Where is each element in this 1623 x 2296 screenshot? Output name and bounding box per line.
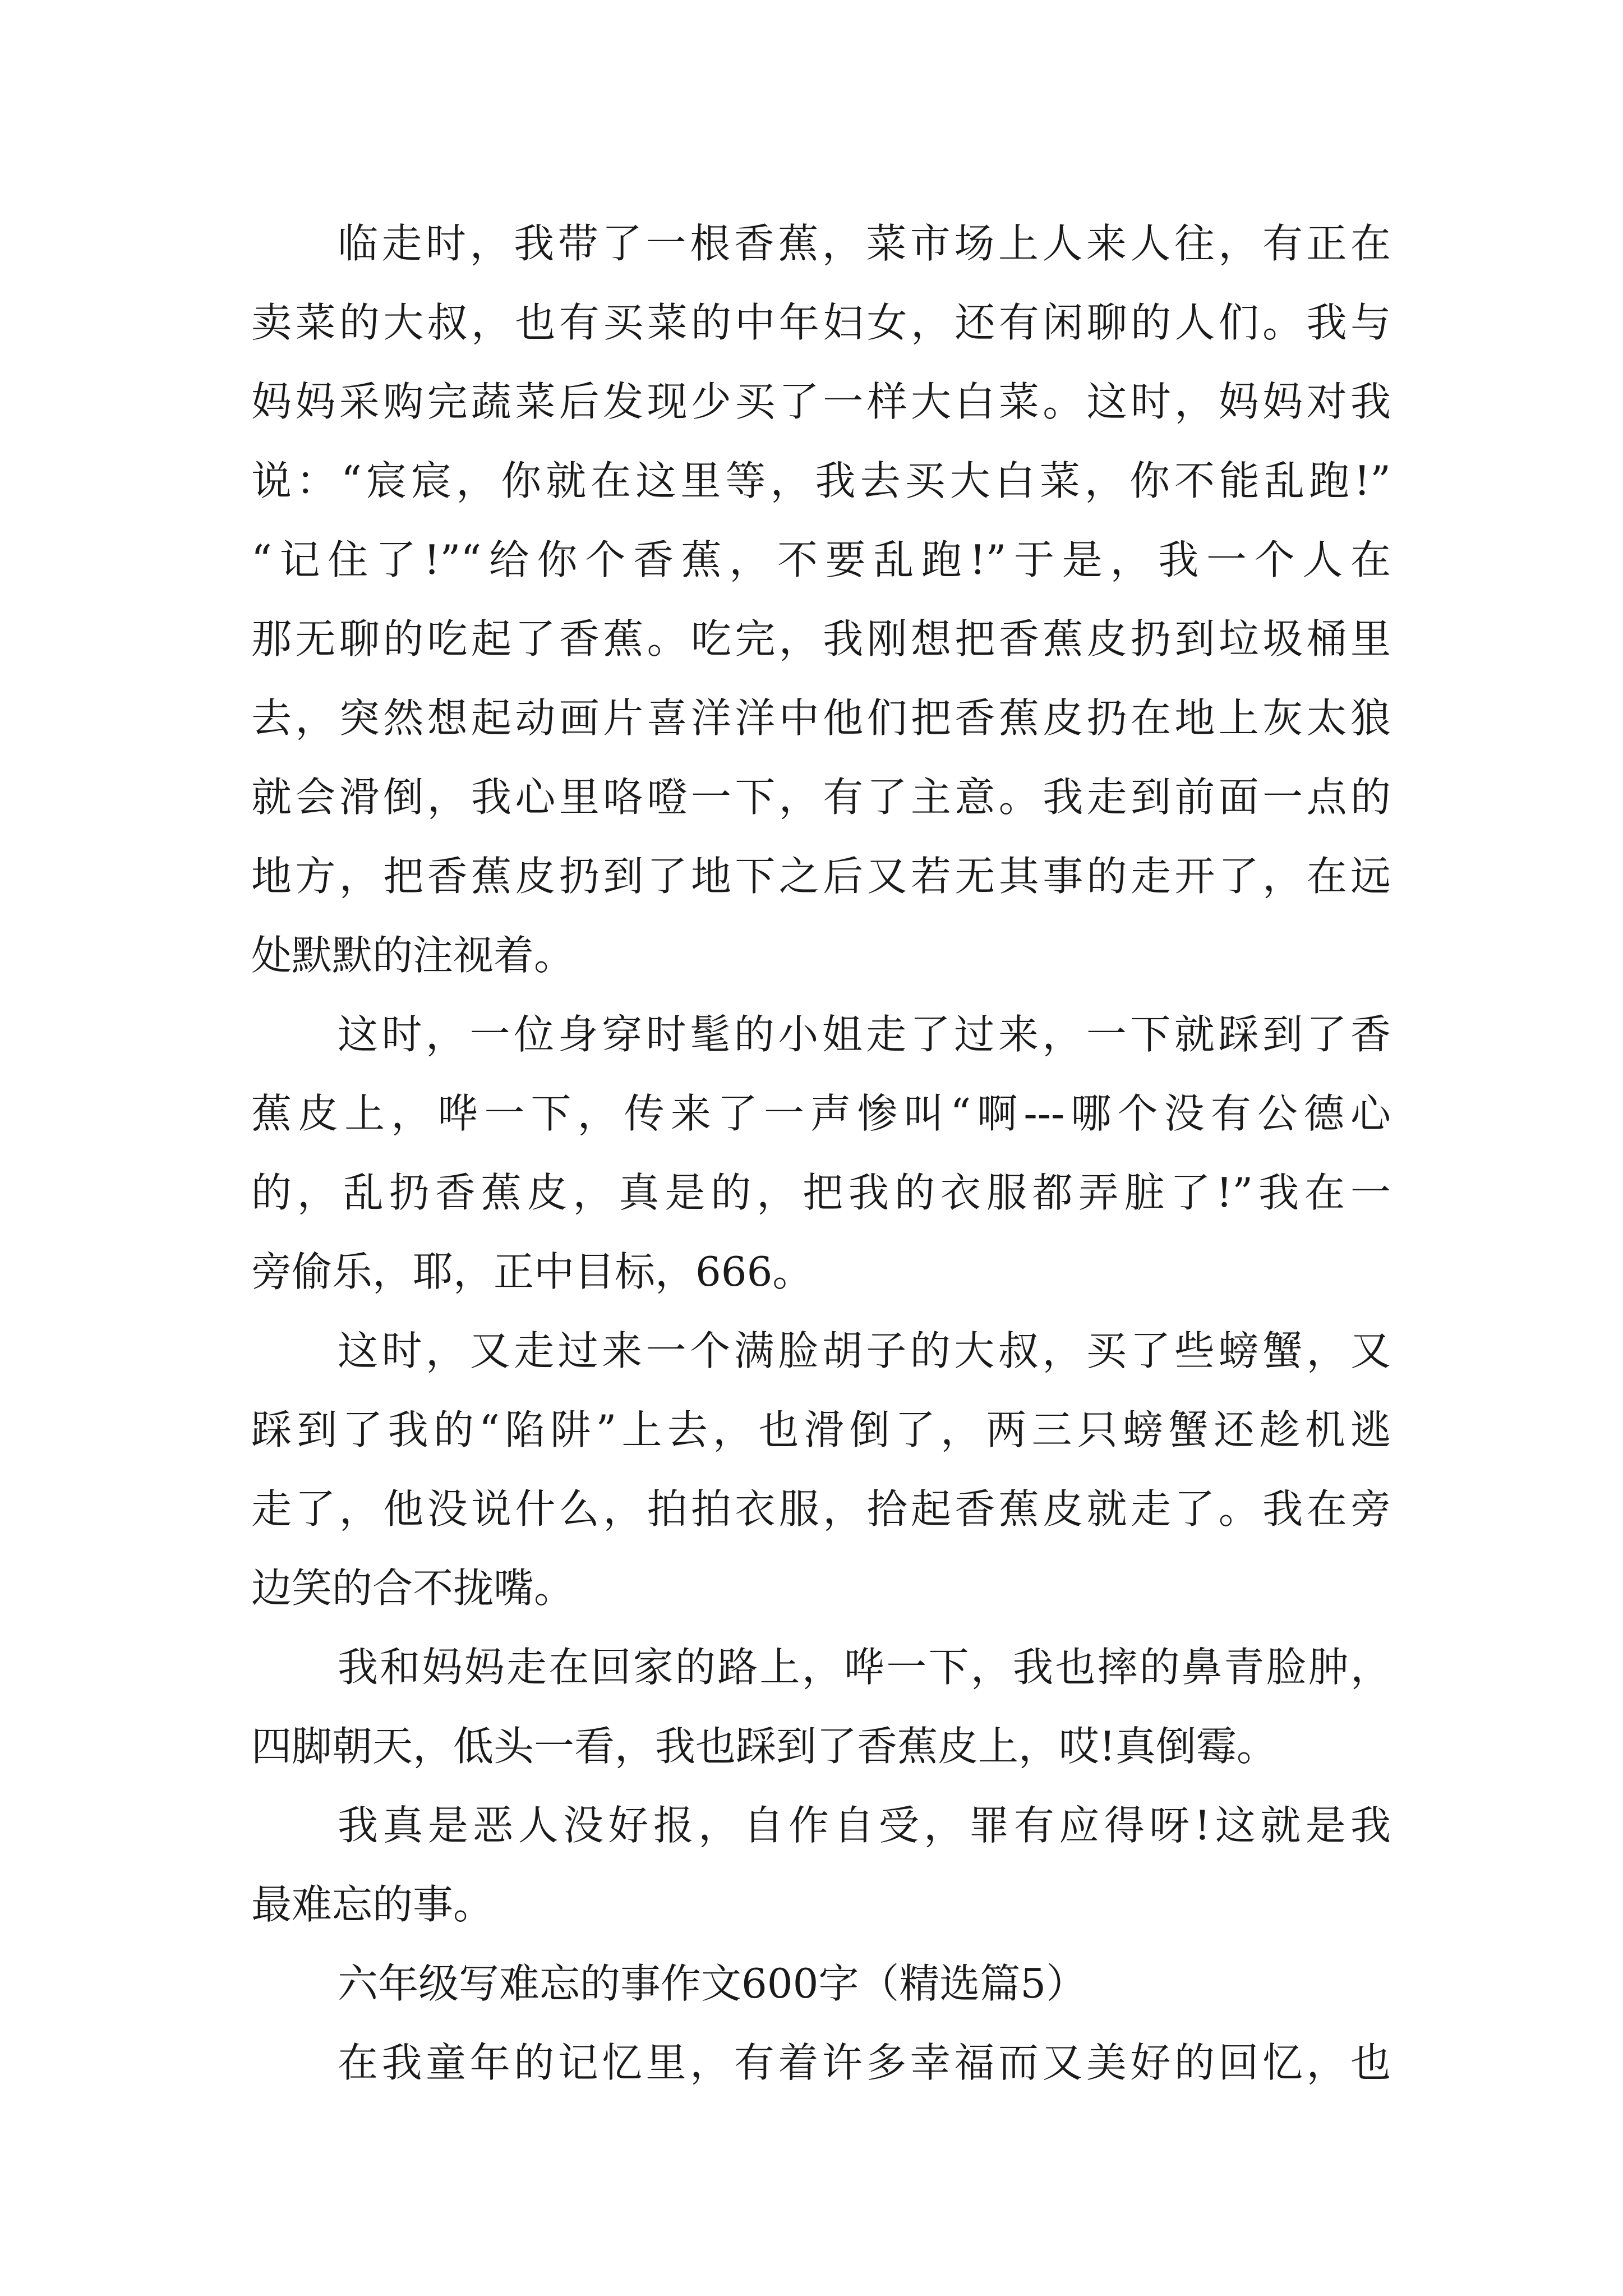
text-line: 六年级写难忘的事作文600字（精选篇5） — [338, 1960, 1087, 2007]
text-line: 妈妈采购完蔬菜后发现少买了一样大白菜。这时，妈妈对我 — [251, 378, 1391, 425]
text-line: 说：“宸宸，你就在这里等，我去买大白菜，你不能乱跑!” — [251, 457, 1391, 504]
text-line: 四脚朝天，低头一看，我也踩到了香蕉皮上，哎!真倒霉。 — [251, 1723, 1277, 1770]
text-line: 地方，把香蕉皮扔到了地下之后又若无其事的走开了，在远 — [251, 853, 1391, 900]
text-line: 就会滑倒，我心里咯噔一下，有了主意。我走到前面一点的 — [251, 774, 1391, 821]
text-line: 最难忘的事。 — [251, 1881, 494, 1928]
text-line: 这时，一位身穿时髦的小姐走了过来，一下就踩到了香 — [338, 1011, 1391, 1058]
text-line: 边笑的合不拢嘴。 — [251, 1565, 575, 1612]
text-line: 去，突然想起动画片喜洋洋中他们把香蕉皮扔在地上灰太狼 — [251, 694, 1391, 742]
text-line: 卖菜的大叔，也有买菜的中年妇女，还有闲聊的人们。我与 — [251, 299, 1391, 346]
text-line: 临走时，我带了一根香蕉，菜市场上人来人往，有正在 — [338, 220, 1391, 267]
text-line: 在我童年的记忆里，有着许多幸福而又美好的回忆，也 — [338, 2039, 1391, 2086]
text-line: “记住了!”“给你个香蕉，不要乱跑!”于是，我一个人在 — [251, 536, 1391, 583]
text-line: 走了，他没说什么，拍拍衣服，拾起香蕉皮就走了。我在旁 — [251, 1485, 1391, 1533]
document-body — [251, 204, 1391, 2102]
text-line: 处默默的注视着。 — [251, 932, 575, 979]
text-line: 旁偷乐，耶，正中目标，666。 — [251, 1248, 813, 1295]
text-line: 的，乱扔香蕉皮，真是的，把我的衣服都弄脏了!”我在一 — [251, 1169, 1391, 1216]
text-line: 我和妈妈走在回家的路上，哗一下，我也摔的鼻青脸肿， — [338, 1644, 1391, 1691]
text-line: 蕉皮上，哗一下，传来了一声惨叫“啊---哪个没有公德心 — [251, 1090, 1391, 1137]
text-line: 我真是恶人没好报，自作自受，罪有应得呀!这就是我 — [338, 1802, 1391, 1849]
text-line: 踩到了我的“陷阱”上去，也滑倒了，两三只螃蟹还趁机逃 — [251, 1406, 1391, 1453]
text-line: 这时，又走过来一个满脸胡子的大叔，买了些螃蟹，又 — [338, 1327, 1391, 1374]
text-line: 那无聊的吃起了香蕉。吃完，我刚想把香蕉皮扔到垃圾桶里 — [251, 615, 1391, 662]
